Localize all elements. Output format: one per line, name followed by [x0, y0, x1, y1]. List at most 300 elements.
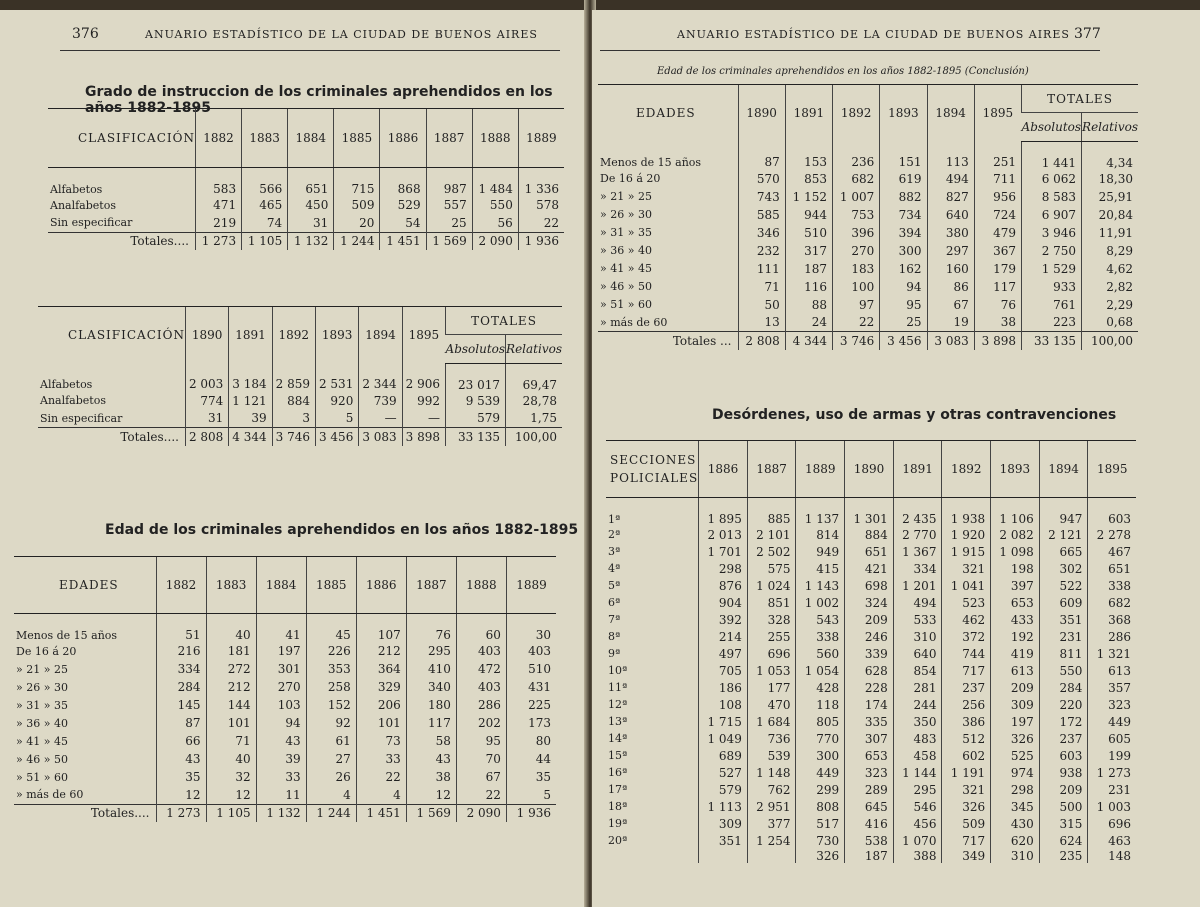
- cell-value: 546: [893, 798, 942, 815]
- row-label: 17ª: [608, 783, 628, 796]
- row-label: » 51 » 60: [600, 298, 652, 311]
- cell-value: 585: [738, 206, 785, 224]
- cell-value: 25,91: [1082, 188, 1138, 206]
- cell-value: 177: [747, 679, 796, 696]
- cell-value: 403: [456, 642, 506, 660]
- cell-value: —: [402, 410, 445, 428]
- cell-value: 94: [256, 714, 306, 732]
- cell-value: 956: [974, 188, 1021, 206]
- cell-value: 1 105: [242, 232, 288, 250]
- table-row: [606, 594, 1136, 611]
- year-header: 1892: [833, 85, 880, 142]
- cell-value: 153: [785, 141, 832, 170]
- cell-value: 583: [195, 168, 241, 197]
- cell-value: 471: [195, 196, 241, 214]
- cell-value: 1 273: [156, 804, 206, 822]
- absolute-header: Absolutos: [446, 335, 506, 363]
- cell-value: 1 041: [942, 577, 991, 594]
- cell-value: 421: [845, 560, 894, 577]
- year-header: 1893: [880, 85, 927, 142]
- cell-value: 95: [880, 296, 927, 314]
- cell-value: 323: [1088, 696, 1136, 713]
- cell-value: 310: [893, 628, 942, 645]
- year-header: 1890: [845, 441, 894, 498]
- cell-value: 212: [206, 678, 256, 696]
- row-label: [606, 849, 699, 863]
- cell-value: 97: [833, 296, 880, 314]
- row-label: 6ª: [608, 596, 621, 609]
- row-label: Totales....: [38, 428, 185, 446]
- cell-value: 419: [991, 645, 1040, 662]
- cell-value: 71: [206, 732, 256, 750]
- cell-value: 31: [288, 214, 334, 232]
- cell-value: 651: [288, 168, 334, 197]
- cell-value: 550: [1039, 662, 1088, 679]
- cell-value: 2,82: [1082, 278, 1138, 296]
- cell-value: 368: [1088, 611, 1136, 628]
- cell-value: 87: [738, 141, 785, 170]
- cell-value: 5: [506, 786, 556, 804]
- cell-value: 920: [315, 392, 358, 410]
- cell-value: 162: [880, 260, 927, 278]
- year-header: 1895: [974, 85, 1021, 142]
- cell-value: 301: [256, 660, 306, 678]
- table-row: [14, 614, 556, 643]
- table-row: [606, 645, 1136, 662]
- cell-value: 1 137: [796, 498, 845, 527]
- cell-value: 987: [426, 168, 472, 197]
- cell-value: 1 121: [229, 392, 272, 410]
- table-row: [598, 242, 1138, 260]
- table-row: [14, 696, 556, 714]
- cell-value: 603: [1039, 747, 1088, 764]
- cell-value: 449: [1088, 713, 1136, 730]
- cell-value: 854: [893, 662, 942, 679]
- cell-value: 774: [185, 392, 228, 410]
- cell-value: 70: [456, 750, 506, 768]
- column-header: EDADES: [14, 557, 156, 614]
- cell-value: 300: [880, 242, 927, 260]
- year-header: 1886: [380, 109, 426, 168]
- row-label: 7ª: [608, 613, 621, 626]
- cell-value: 579: [446, 410, 506, 428]
- cell-value: 232: [738, 242, 785, 260]
- table-row: [606, 730, 1136, 747]
- cell-value: 543: [796, 611, 845, 628]
- row-label: 19ª: [608, 817, 628, 830]
- row-label: De 16 á 20: [16, 644, 77, 658]
- cell-value: 56: [472, 214, 518, 232]
- cell-value: 339: [845, 645, 894, 662]
- cell-value: 1 451: [356, 804, 406, 822]
- row-label: » 46 » 50: [16, 752, 68, 766]
- cell-value: 1 244: [334, 232, 380, 250]
- cell-value: 107: [356, 614, 406, 643]
- cell-value: 603: [1088, 498, 1136, 527]
- cell-value: 665: [1039, 543, 1088, 560]
- year-header: 1894: [1039, 441, 1088, 498]
- cell-value: 209: [1039, 781, 1088, 798]
- cell-value: 609: [1039, 594, 1088, 611]
- table-row: [598, 188, 1138, 206]
- cell-value: 884: [272, 392, 315, 410]
- cell-value: 67: [927, 296, 974, 314]
- column-header-line1: SECCIONES: [610, 453, 697, 467]
- cell-value: 66: [156, 732, 206, 750]
- cell-value: 882: [880, 188, 927, 206]
- left-page: [0, 10, 588, 907]
- cell-value: 743: [738, 188, 785, 206]
- cell-value: 40: [206, 750, 256, 768]
- row-label: De 16 á 20: [600, 172, 661, 185]
- cell-value: 20,84: [1082, 206, 1138, 224]
- cell-value: 228: [845, 679, 894, 696]
- cell-value: 533: [893, 611, 942, 628]
- table-row: [598, 296, 1138, 314]
- year-header: 1889: [796, 441, 845, 498]
- table-row: [48, 232, 564, 250]
- cell-value: 258: [306, 678, 356, 696]
- table-title: Desórdenes, uso de armas y otras contravenciones: [712, 407, 1117, 423]
- cell-value: 624: [1039, 832, 1088, 849]
- cell-value: 386: [942, 713, 991, 730]
- cell-value: 298: [991, 781, 1040, 798]
- cell-value: 326: [796, 849, 845, 863]
- cell-value: 388: [893, 849, 942, 863]
- cell-value: 237: [1039, 730, 1088, 747]
- year-header: 1894: [927, 85, 974, 142]
- cell-value: 696: [1088, 815, 1136, 832]
- cell-value: 868: [380, 168, 426, 197]
- cell-value: 2 750: [1022, 242, 1082, 260]
- cell-value: 770: [796, 730, 845, 747]
- row-label: » 31 » 35: [600, 226, 652, 239]
- cell-value: 51: [156, 614, 206, 643]
- table-row: [38, 428, 562, 446]
- cell-value: 35: [156, 768, 206, 786]
- table-row: [38, 363, 562, 392]
- cell-value: 30: [506, 614, 556, 643]
- cell-value: 1 144: [893, 764, 942, 781]
- cell-value: 236: [833, 141, 880, 170]
- cell-value: 22: [833, 314, 880, 332]
- cell-value: 1 715: [699, 713, 748, 730]
- instruction-table-1890-1895: [38, 306, 562, 446]
- cell-value: 711: [974, 170, 1021, 188]
- row-label: 16ª: [608, 766, 628, 779]
- cell-value: 509: [334, 196, 380, 214]
- cell-value: 33 135: [446, 428, 506, 446]
- cell-value: 299: [796, 781, 845, 798]
- cell-value: 698: [845, 577, 894, 594]
- cell-value: 113: [927, 141, 974, 170]
- cell-value: 938: [1039, 764, 1088, 781]
- table-row: [606, 781, 1136, 798]
- cell-value: 44: [506, 750, 556, 768]
- cell-value: 357: [1088, 679, 1136, 696]
- cell-value: 827: [927, 188, 974, 206]
- row-label: Analfabetos: [50, 198, 116, 212]
- cell-value: 4 344: [785, 332, 832, 350]
- cell-value: 525: [991, 747, 1040, 764]
- cell-value: 1 098: [991, 543, 1040, 560]
- cell-value: 300: [796, 747, 845, 764]
- cell-value: 111: [738, 260, 785, 278]
- cell-value: 1 684: [747, 713, 796, 730]
- table-row: [14, 804, 556, 822]
- cell-value: 73: [356, 732, 406, 750]
- cell-value: 22: [456, 786, 506, 804]
- cell-value: 1 007: [833, 188, 880, 206]
- instruction-table-1882-1889: [48, 108, 564, 250]
- cell-value: 298: [699, 560, 748, 577]
- cell-value: 739: [359, 392, 402, 410]
- cell-value: 470: [747, 696, 796, 713]
- cell-value: 295: [406, 642, 456, 660]
- cell-value: 26: [306, 768, 356, 786]
- cell-value: 324: [845, 594, 894, 611]
- row-label: Totales....: [14, 804, 156, 822]
- cell-value: 4: [306, 786, 356, 804]
- cell-value: 39: [256, 750, 306, 768]
- cell-value: 651: [1088, 560, 1136, 577]
- cell-value: 705: [699, 662, 748, 679]
- table-row: [598, 278, 1138, 296]
- totals-header: TOTALES: [1022, 85, 1138, 113]
- cell-value: 25: [426, 214, 472, 232]
- cell-value: 509: [942, 815, 991, 832]
- cell-value: 40: [206, 614, 256, 643]
- cell-value: 329: [356, 678, 406, 696]
- table-row: [598, 170, 1138, 188]
- year-header: 1883: [206, 557, 256, 614]
- cell-value: 3 746: [272, 428, 315, 446]
- cell-value: 619: [880, 170, 927, 188]
- cell-value: 223: [1022, 314, 1082, 332]
- table-row: [598, 314, 1138, 332]
- cell-value: 33: [256, 768, 306, 786]
- year-header: 1891: [893, 441, 942, 498]
- column-header-line2: POLICIALES: [610, 471, 699, 485]
- cell-value: 724: [974, 206, 1021, 224]
- cell-value: 1 273: [1088, 764, 1136, 781]
- table-row: [606, 526, 1136, 543]
- cell-value: 403: [456, 678, 506, 696]
- cell-value: 885: [747, 498, 796, 527]
- cell-value: 1 002: [796, 594, 845, 611]
- cell-value: 579: [699, 781, 748, 798]
- cell-value: 19: [927, 314, 974, 332]
- cell-value: 1 441: [1022, 141, 1082, 170]
- table-row: [606, 849, 1136, 863]
- cell-value: 180: [406, 696, 456, 714]
- cell-value: 272: [206, 660, 256, 678]
- cell-value: 38: [974, 314, 1021, 332]
- year-header: 1884: [256, 557, 306, 614]
- cell-value: 3 184: [229, 363, 272, 392]
- cell-value: 1 132: [288, 232, 334, 250]
- cell-value: 1 148: [747, 764, 796, 781]
- year-header: 1894: [359, 307, 402, 364]
- cell-value: 494: [893, 594, 942, 611]
- row-label: » 31 » 35: [16, 698, 68, 712]
- cell-value: 1 273: [195, 232, 241, 250]
- table-row: [598, 141, 1138, 170]
- cell-value: 24: [785, 314, 832, 332]
- cell-value: 1 336: [518, 168, 564, 197]
- column-header: EDADES: [598, 85, 738, 142]
- cell-value: 1 152: [785, 188, 832, 206]
- cell-value: 1 701: [699, 543, 748, 560]
- cell-value: 380: [927, 224, 974, 242]
- cell-value: 1 054: [796, 662, 845, 679]
- cell-value: —: [359, 410, 402, 428]
- cell-value: 1 003: [1088, 798, 1136, 815]
- cell-value: 449: [796, 764, 845, 781]
- cell-value: 323: [845, 764, 894, 781]
- cell-value: 1 201: [893, 577, 942, 594]
- cell-value: 181: [206, 642, 256, 660]
- year-header: 1889: [518, 109, 564, 168]
- table-row: [48, 214, 564, 232]
- cell-value: 3: [272, 410, 315, 428]
- cell-value: 237: [942, 679, 991, 696]
- row-label: Menos de 15 años: [16, 628, 118, 642]
- cell-value: 613: [1088, 662, 1136, 679]
- cell-value: 570: [738, 170, 785, 188]
- table-row: [606, 662, 1136, 679]
- cell-value: 87: [156, 714, 206, 732]
- cell-value: 60: [456, 614, 506, 643]
- cell-value: 3 746: [833, 332, 880, 350]
- cell-value: 602: [942, 747, 991, 764]
- cell-value: 338: [1088, 577, 1136, 594]
- cell-value: 1 895: [699, 498, 748, 527]
- table-row: [14, 642, 556, 660]
- page-number: 377: [1074, 26, 1101, 42]
- cell-value: 364: [356, 660, 406, 678]
- year-header: 1885: [306, 557, 356, 614]
- year-header: 1890: [738, 85, 785, 142]
- cell-value: 560: [796, 645, 845, 662]
- cell-value: 456: [893, 815, 942, 832]
- table-row: [14, 732, 556, 750]
- cell-value: 12: [206, 786, 256, 804]
- cell-value: 529: [380, 196, 426, 214]
- running-head: ANUARIO ESTADÍSTICO DE LA CIUDAD DE BUENOS AIRES: [677, 28, 1070, 41]
- cell-value: 41: [256, 614, 306, 643]
- cell-value: 539: [747, 747, 796, 764]
- cell-value: 174: [845, 696, 894, 713]
- row-label: 4ª: [608, 562, 621, 575]
- cell-value: 467: [1088, 543, 1136, 560]
- cell-value: 2 090: [456, 804, 506, 822]
- cell-value: 255: [747, 628, 796, 645]
- cell-value: 94: [880, 278, 927, 296]
- cell-value: 251: [974, 141, 1021, 170]
- cell-value: 4,34: [1082, 141, 1138, 170]
- cell-value: 947: [1039, 498, 1088, 527]
- cell-value: 1 070: [893, 832, 942, 849]
- cell-value: 2 435: [893, 498, 942, 527]
- cell-value: 397: [991, 577, 1040, 594]
- cell-value: 11: [256, 786, 306, 804]
- header-rule: [60, 50, 560, 51]
- cell-value: 416: [845, 815, 894, 832]
- cell-value: 1 191: [942, 764, 991, 781]
- relative-header: Relativos: [506, 335, 562, 363]
- table-row: [606, 679, 1136, 696]
- cell-value: 197: [991, 713, 1040, 730]
- cell-value: 11,91: [1082, 224, 1138, 242]
- cell-value: 76: [974, 296, 1021, 314]
- cell-value: 613: [991, 662, 1040, 679]
- table-row: [606, 611, 1136, 628]
- cell-value: 20: [334, 214, 380, 232]
- cell-value: 216: [156, 642, 206, 660]
- cell-value: 270: [833, 242, 880, 260]
- cell-value: 50: [738, 296, 785, 314]
- cell-value: 853: [785, 170, 832, 188]
- cell-value: 1 938: [942, 498, 991, 527]
- cell-value: 43: [406, 750, 456, 768]
- cell-value: 198: [991, 560, 1040, 577]
- table-row: [606, 798, 1136, 815]
- cell-value: 349: [942, 849, 991, 863]
- cell-value: 1 024: [747, 577, 796, 594]
- year-header: 1884: [288, 109, 334, 168]
- cell-value: 377: [747, 815, 796, 832]
- table-title: Grado de instruccion de los criminales aprehendidos en los años 1882-1895: [85, 84, 553, 116]
- cell-value: 38: [406, 768, 456, 786]
- row-label: » 26 » 30: [16, 680, 68, 694]
- cell-value: 187: [785, 260, 832, 278]
- cell-value: 100,00: [506, 428, 562, 446]
- year-header: 1895: [1088, 441, 1136, 498]
- table-row: [606, 560, 1136, 577]
- cell-value: 628: [845, 662, 894, 679]
- cell-value: 1 529: [1022, 260, 1082, 278]
- cell-value: 1 049: [699, 730, 748, 747]
- cell-value: 284: [1039, 679, 1088, 696]
- cell-value: 118: [796, 696, 845, 713]
- cell-value: 43: [256, 732, 306, 750]
- table-row: [606, 577, 1136, 594]
- cell-value: 286: [1088, 628, 1136, 645]
- cell-value: 1 451: [380, 232, 426, 250]
- cell-value: 351: [1039, 611, 1088, 628]
- table-row: [14, 786, 556, 804]
- cell-value: 101: [206, 714, 256, 732]
- cell-value: 458: [893, 747, 942, 764]
- cell-value: 2 278: [1088, 526, 1136, 543]
- cell-value: 74: [242, 214, 288, 232]
- cell-value: 805: [796, 713, 845, 730]
- cell-value: 761: [1022, 296, 1082, 314]
- cell-value: 2 531: [315, 363, 358, 392]
- row-label: 8ª: [608, 630, 621, 643]
- cell-value: 433: [991, 611, 1040, 628]
- table-row: [48, 168, 564, 197]
- row-label: 2ª: [608, 528, 621, 541]
- cell-value: 605: [1088, 730, 1136, 747]
- cell-value: 86: [927, 278, 974, 296]
- cell-value: 2 090: [472, 232, 518, 250]
- cell-value: 12: [406, 786, 456, 804]
- running-head: ANUARIO ESTADÍSTICO DE LA CIUDAD DE BUENOS AIRES: [145, 28, 538, 41]
- cell-value: 1 106: [991, 498, 1040, 527]
- cell-value: 682: [1088, 594, 1136, 611]
